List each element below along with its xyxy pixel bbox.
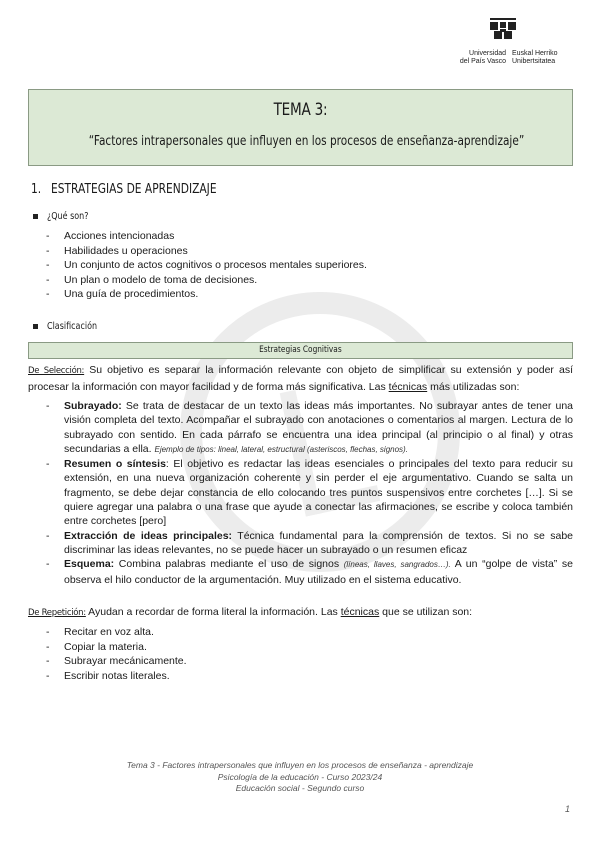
list-item: - Subrayar mecánicamente.: [46, 654, 187, 669]
estrategias-cognitivas-banner: Estrategias Cognitivas: [28, 342, 573, 359]
page-title: TEMA 3:: [273, 100, 328, 120]
list-item-extraccion: - Extracción de ideas principales: Técnica fundamental para la comprensión de textos. Si no se sabe discriminar las ideas relevantes, no se puede hacer un subrayado o un resumen eficaz: [46, 529, 573, 558]
que-son-heading: ¿Qué son?: [33, 211, 99, 222]
list-item-esquema: - Esquema: Combina palabras mediante el uso de signos (líneas, llaves, sangrados…). A un “golpe de vista” se observa el hilo conductor de la argumentación. Muy utilizado en el sistema educativo.: [46, 557, 573, 587]
logo-text-spanish: Universidad del País Vasco: [459, 50, 506, 65]
repeticion-paragraph: De Repetición: Ayudan a recordar de forma literal la información. Las técnicas que se utilizan son:: [28, 606, 473, 618]
page-subtitle: “Factores intrapersonales que influyen en los procesos de enseñanza-aprendizaje”: [88, 133, 525, 149]
square-bullet-icon: [33, 324, 38, 329]
repeticion-list: [46, 625, 187, 683]
list-item: - Copiar la materia.: [46, 640, 187, 655]
list-item-subrayado: - Subrayado: Se trata de destacar de un texto las ideas más importantes. No subrayar antes de tener una visión completa del texto. Acompañar el subrayado con anotaciones o comentarios al margen. Lectura de lo subrayado con sentido. En cada párrafo se encuentra una idea principal (al principio o al final) y otras secundarias a ella. Ejemplo de tipos: lineal, lateral, estructural (asteriscos, flechas, signos).: [46, 399, 573, 457]
list-item: - Un plan o modelo de toma de decisiones.: [46, 273, 367, 288]
section-heading: 1. ESTRATEGIAS DE APRENDIZAJE: [31, 182, 217, 197]
title-box: [28, 89, 573, 166]
page-number: 1: [565, 804, 571, 814]
seleccion-paragraph: De Selección: Su objetivo es separar la información relevante con objeto de simplificar su extensión y poder así procesar la información con mayor facilidad y de forma más significativa. Las técnicas más utilizadas son:: [28, 364, 573, 393]
logo-text-basque: Euskal Herriko Unibertsitatea: [512, 50, 558, 65]
list-item: - Escribir notas literales.: [46, 669, 187, 684]
university-emblem-icon: [488, 18, 518, 42]
list-item: - Recitar en voz alta.: [46, 625, 187, 640]
list-item-resumen: - Resumen o síntesis: El objetivo es redactar las ideas esenciales o principales del texto para reducir su extensión, en una nueva organización coherente y sin perder el eje argumentativo. Cuando se salta un fragmento, se debe dejar constancia de ello colocando tres puntos suspensivos entre corchetes […]. Si se quiere agregar una palabra o una frase que ayude a conectar las afirmaciones, se escribe y coloca también entre corchetes [pero]: [46, 457, 573, 528]
university-logo: [444, 14, 574, 74]
clasificacion-heading: Clasificación: [33, 321, 110, 332]
que-son-list: [46, 229, 367, 302]
page-footer: Tema 3 - Factores intrapersonales que influyen en los procesos de enseñanza - aprendizaje Psicología de la educación - Curso 2023/24 Educación social - Segundo curso: [126, 760, 474, 793]
square-bullet-icon: [33, 214, 38, 219]
list-item: - Un conjunto de actos cognitivos o procesos mentales superiores.: [46, 258, 367, 273]
list-item: - Una guía de procedimientos.: [46, 287, 367, 302]
list-item: - Habilidades u operaciones: [46, 244, 367, 259]
seleccion-techniques-list: [46, 399, 573, 587]
list-item: - Acciones intencionadas: [46, 229, 367, 244]
